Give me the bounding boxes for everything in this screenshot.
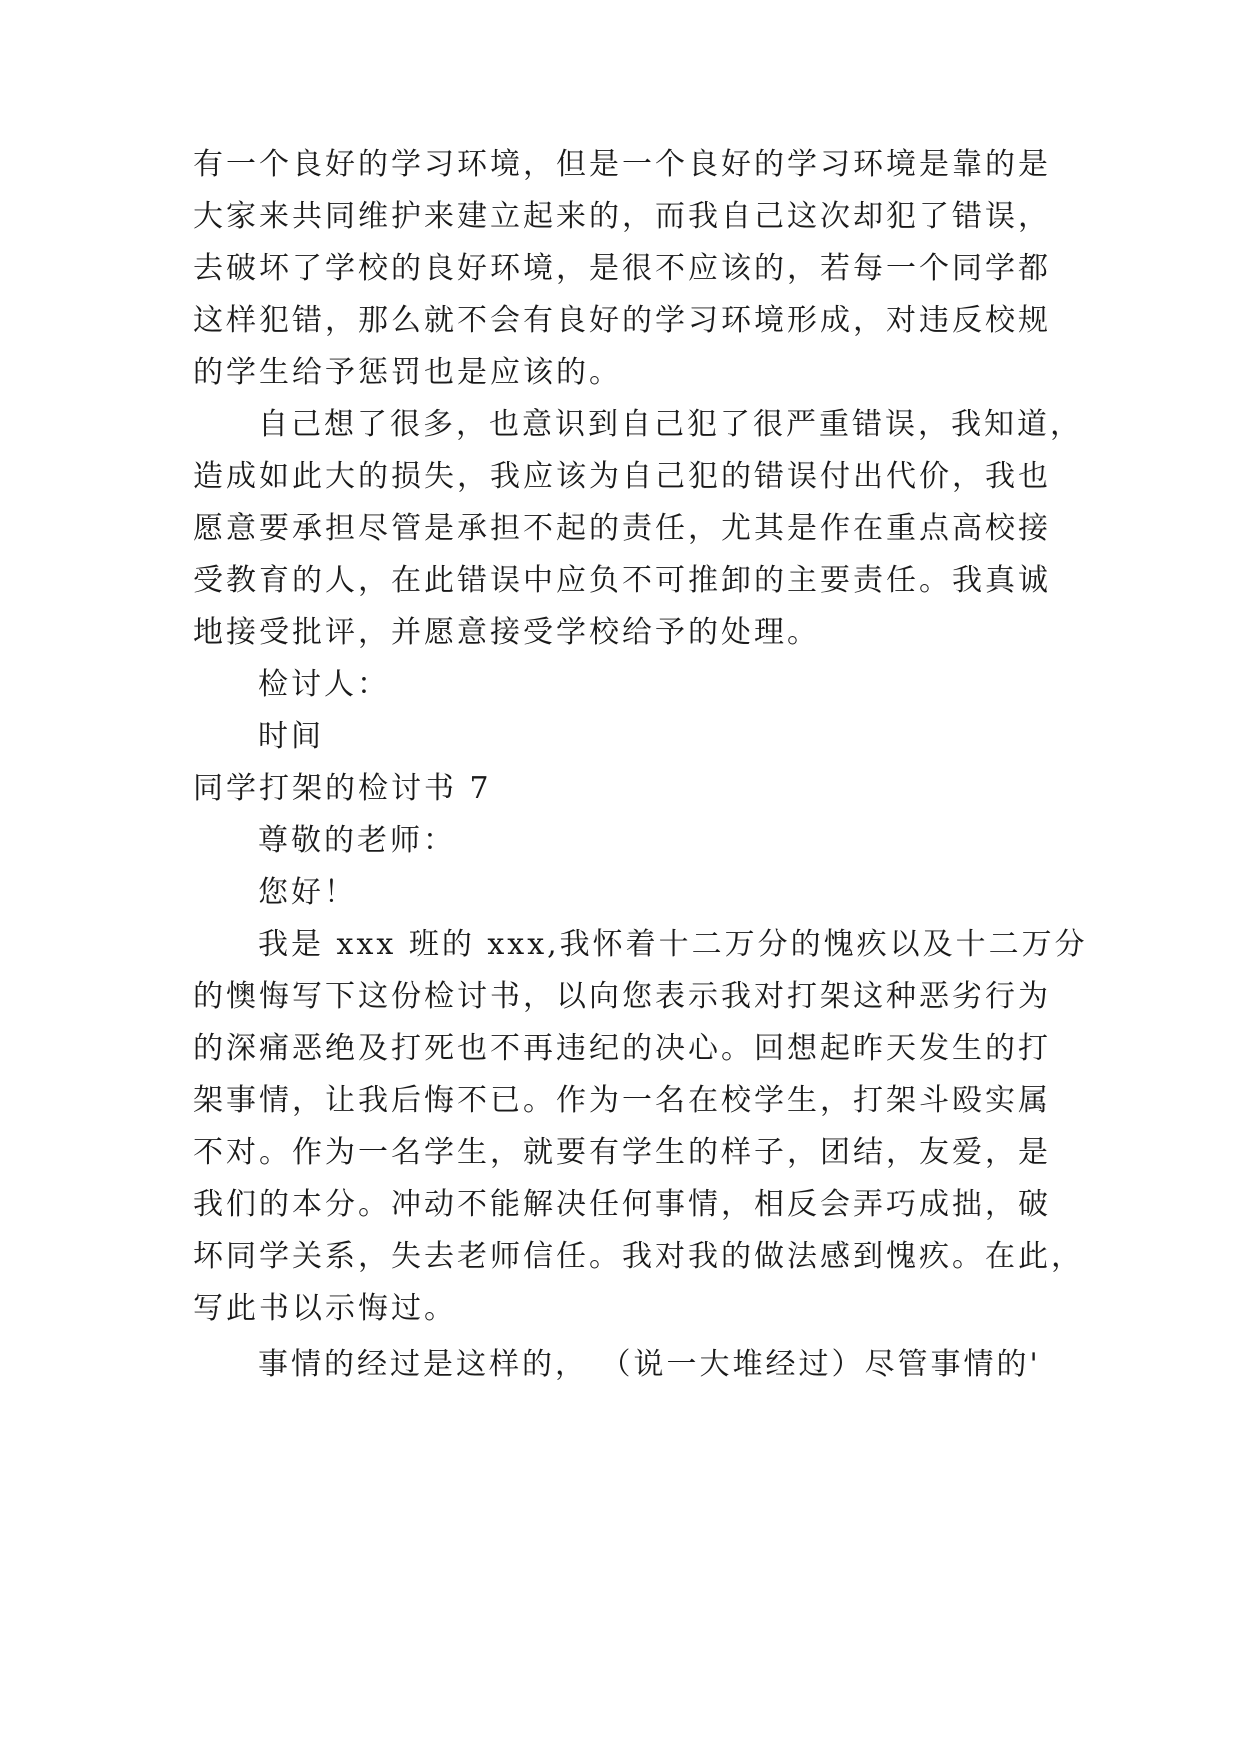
paragraph-line: 造成如此大的损失，我应该为自己犯的错误付出代价，我也 — [193, 459, 1051, 494]
paragraph-line: 自己想了很多，也意识到自己犯了很严重错误，我知道， — [258, 407, 1083, 442]
paragraph-line: 这样犯错，那么就不会有良好的学习环境形成，对违反校规 — [193, 303, 1051, 338]
paragraph-line: 事情的经过是这样的， （说一大堆经过）尽管事情的' — [258, 1347, 1041, 1382]
paragraph-line: 有一个良好的学习环境，但是一个良好的学习环境是靠的是 — [193, 147, 1051, 182]
section-title: 同学打架的检讨书 7 — [193, 771, 492, 806]
paragraph-line: 去破坏了学校的良好环境，是很不应该的，若每一个同学都 — [193, 251, 1051, 286]
time-label: 时间 — [258, 719, 324, 754]
paragraph-line: 架事情，让我后悔不已。作为一名在校学生，打架斗殴实属 — [193, 1083, 1051, 1118]
paragraph-line: 的懊悔写下这份检讨书，以向您表示我对打架这种恶劣行为 — [193, 979, 1051, 1014]
paragraph-line: 受教育的人，在此错误中应负不可推卸的主要责任。我真诚 — [193, 563, 1051, 598]
signature-label: 检讨人： — [258, 667, 390, 702]
paragraph-line: 愿意要承担尽管是承担不起的责任，尤其是作在重点高校接 — [193, 511, 1051, 546]
paragraph-line: 我是 xxx 班的 xxx,我怀着十二万分的愧疚以及十二万分 — [258, 927, 1088, 962]
greeting: 您好！ — [258, 875, 357, 910]
paragraph-line: 坏同学关系，失去老师信任。我对我的做法感到愧疚。在此， — [193, 1239, 1084, 1274]
paragraph-line: 大家来共同维护来建立起来的，而我自己这次却犯了错误， — [193, 199, 1051, 234]
salutation: 尊敬的老师： — [258, 823, 456, 858]
paragraph-line: 我们的本分。冲动不能解决任何事情，相反会弄巧成拙，破 — [193, 1187, 1051, 1222]
paragraph-line: 写此书以示悔过。 — [193, 1291, 457, 1326]
paragraph-line: 的深痛恶绝及打死也不再违纪的决心。回想起昨天发生的打 — [193, 1031, 1051, 1066]
paragraph-line: 地接受批评，并愿意接受学校给予的处理。 — [193, 615, 820, 650]
paragraph-line: 的学生给予惩罚也是应该的。 — [193, 355, 622, 390]
paragraph-line: 不对。作为一名学生，就要有学生的样子，团结，友爱，是 — [193, 1135, 1051, 1170]
